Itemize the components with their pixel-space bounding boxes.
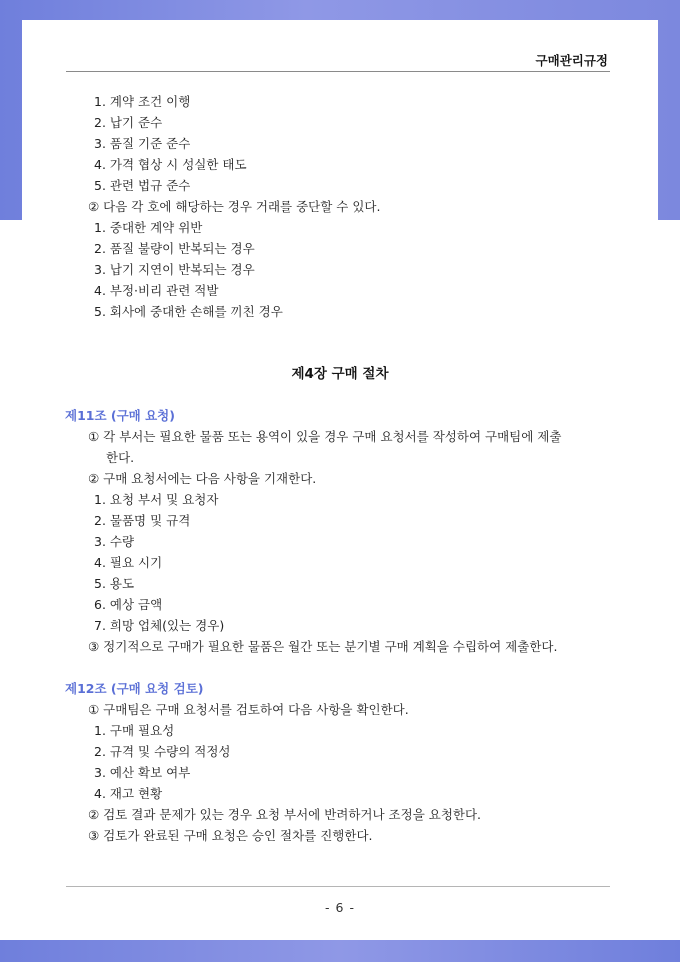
list-item: 3. 납기 지연이 반복되는 경우	[94, 262, 255, 277]
list-item: 4. 필요 시기	[94, 555, 163, 570]
list-item: 1. 중대한 계약 위반	[94, 220, 203, 235]
document-page	[22, 20, 658, 940]
list-item: 5. 회사에 중대한 손해를 끼친 경우	[94, 304, 283, 319]
list-item: 1. 요청 부서 및 요청자	[94, 492, 219, 507]
list-item: 2. 물품명 및 규격	[94, 513, 191, 528]
footer-divider	[66, 886, 610, 887]
list-item: 6. 예상 금액	[94, 597, 163, 612]
list-item: 2. 납기 준수	[94, 115, 163, 130]
chapter-title: 제4장 구매 절차	[291, 366, 389, 382]
header-divider	[66, 71, 610, 72]
list-item: 3. 수량	[94, 534, 135, 549]
paragraph-continuation: 한다.	[106, 450, 135, 465]
list-item: 4. 재고 현황	[94, 786, 163, 801]
list-item: 4. 부정·비리 관련 적발	[94, 283, 219, 298]
list-item: 2. 규격 및 수량의 적정성	[94, 744, 231, 759]
list-item: 4. 가격 협상 시 성실한 태도	[94, 157, 247, 172]
article-title: 제12조 (구매 요청 검토)	[65, 681, 204, 696]
paragraph: ③ 검토가 완료된 구매 요청은 승인 절차를 진행한다.	[88, 828, 373, 843]
page-number: - 6 -	[325, 900, 355, 915]
list-item: 1. 계약 조건 이행	[94, 94, 191, 109]
paragraph: ③ 정기적으로 구매가 필요한 물품은 월간 또는 분기별 구매 계획을 수립하여 제출한다.	[88, 639, 558, 654]
list-item: 1. 구매 필요성	[94, 723, 175, 738]
paragraph: ② 구매 요청서에는 다음 사항을 기재한다.	[88, 471, 317, 486]
list-item: 5. 용도	[94, 576, 135, 591]
background-band-bottom	[0, 940, 680, 962]
list-item: 2. 품질 불량이 반복되는 경우	[94, 241, 255, 256]
paragraph: ② 검토 결과 문제가 있는 경우 요청 부서에 반려하거나 조정을 요청한다.	[88, 807, 482, 822]
paragraph: ② 다음 각 호에 해당하는 경우 거래를 중단할 수 있다.	[88, 199, 381, 214]
paragraph: ① 구매팀은 구매 요청서를 검토하여 다음 사항을 확인한다.	[88, 702, 409, 717]
list-item: 5. 관련 법규 준수	[94, 178, 191, 193]
list-item: 3. 예산 확보 여부	[94, 765, 191, 780]
list-item: 7. 희망 업체(있는 경우)	[94, 618, 225, 633]
header-title: 구매관리규정	[535, 53, 608, 68]
article-title: 제11조 (구매 요청)	[65, 408, 175, 423]
paragraph: ① 각 부서는 필요한 물품 또는 용역이 있을 경우 구매 요청서를 작성하여 구매팀에 제출	[88, 429, 562, 444]
list-item: 3. 품질 기준 준수	[94, 136, 191, 151]
